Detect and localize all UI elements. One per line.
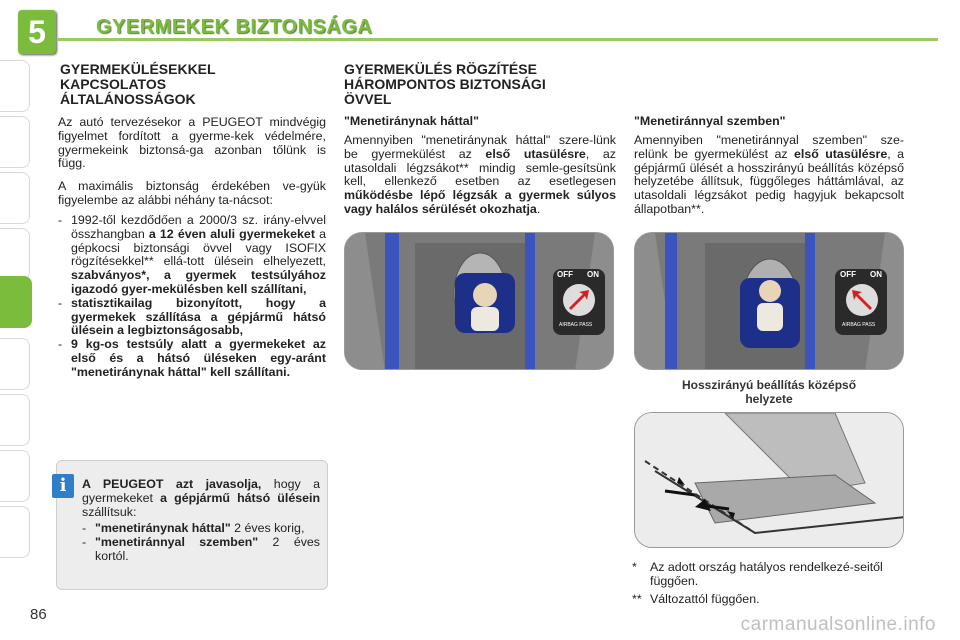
- chapter-tab-1[interactable]: [0, 60, 30, 112]
- forward-facing-subheading: "Menetiránnyal szemben": [634, 114, 786, 128]
- section-heading-general: GYERMEKÜLÉSEKKEL KAPCSOLATOS ÁLTALÁNOSSÁGOK: [60, 61, 216, 107]
- key-slot-arrow-icon: [844, 282, 880, 318]
- forward-facing-paragraph: Amennyiben "menetiránnyal szemben" sze-relünk be gyermekülést az első utasülésre, a gépjármű ülését a hosszirányú beállítás középső helyzetébe állítsuk, függőleges háttámlával, az utasoldali légzsákot pedig hagyjuk bekapcsolt állapotban**.: [634, 133, 904, 216]
- advice-paragraph: A maximális biztonság érdekében ve-gyük figyelembe az alábbi néhány ta-nácsot:: [58, 179, 326, 207]
- section-heading-three-point-belt: GYERMEKÜLÉS RÖGZÍTÉSE HÁROMPONTOS BIZTONSÁGI ÖVVEL: [344, 61, 546, 107]
- list-item: - "menetiránynak háttal" 2 éves korig,: [82, 521, 305, 536]
- chapter-tab-2[interactable]: [0, 116, 30, 168]
- list-item: - statisztikailag bizonyított, hogy a gyermekek szállítása a gépjármű hátsó ülésein a legbiztonságosabb,: [58, 295, 326, 338]
- chapter-tab-4[interactable]: [0, 228, 30, 280]
- chapter-tab-8[interactable]: [0, 450, 30, 502]
- chapter-tab-9[interactable]: [0, 506, 30, 558]
- footnote-2: ** Változattól függően.: [632, 592, 760, 606]
- chapter-tab-5-active[interactable]: [0, 276, 32, 328]
- seat-adjustment-illustration: [634, 412, 904, 548]
- advice-list: [58, 214, 326, 380]
- page-title: GYERMEKEK BIZTONSÁGA: [96, 16, 373, 38]
- chapter-tab-6[interactable]: [0, 338, 30, 390]
- chapter-number: 5: [18, 10, 56, 54]
- seat-position-caption: Hosszirányú beállítás középső helyzete: [681, 378, 857, 406]
- recommendation-text: A PEUGEOT azt javasolja, hogy a gyermekeket a gépjármű hátsó ülésein szállítsuk: - "menetiránynak háttal" 2 éves korig, - "menetiránnyal szemben" 2 éves kortól.: [82, 477, 321, 563]
- airbag-switch-off: OFF ON AIRBAG PASS: [557, 270, 599, 328]
- footnote-1: * Az adott ország hatályos rendelkezé-seitől függően.: [632, 560, 883, 588]
- rear-facing-paragraph: Amennyiben "menetiránynak háttal" szere-lünk be gyermekülést az első utasülésre, az utasoldali légzsákot** mindig semle-gesítsünk kell, ellenkező esetben az esetlegesen működésbe lépő légzsák a gyermek súlyos vagy halálos sérülését okozhatja.: [344, 133, 616, 216]
- info-icon: i: [52, 474, 74, 498]
- list-item: - 1992-től kezdődően a 2000/3 sz. irány-elvvel összhangban a 12 éven aluli gyermekeket a gépkocsi biztonsági övvel vagy ISOFIX rögzítésekkel** ellá-tott ülésein elhelyezett, szabványos*, a gyermek testsúlyához igazodó gyer-mekülésben kell szállítani,: [58, 213, 326, 296]
- page-number: 86: [30, 606, 47, 623]
- rear-facing-subheading: "Menetiránynak háttal": [344, 114, 480, 128]
- watermark: carmanualsonline.info: [740, 614, 936, 635]
- airbag-switch-on: OFF ON AIRBAG PASS: [840, 270, 882, 328]
- intro-paragraph: Az autó tervezésekor a PEUGEOT mindvégig figyelmet fordított a gyerme-kek védelmére, gyermekeink biztonsá-ga azonban tőlünk is függ.: [58, 115, 326, 171]
- list-item: - 9 kg-os testsúly alatt a gyermekeket az első és a hátsó üléseken egy-aránt "menetiránynak háttal" kell szállítani.: [58, 337, 326, 379]
- chapter-tab-7[interactable]: [0, 394, 30, 446]
- list-item: - "menetiránnyal szemben" 2 éves kortól.: [82, 535, 320, 563]
- page-header: [0, 0, 960, 52]
- key-slot-arrow-icon: [561, 282, 597, 318]
- chapter-tab-3[interactable]: [0, 172, 30, 224]
